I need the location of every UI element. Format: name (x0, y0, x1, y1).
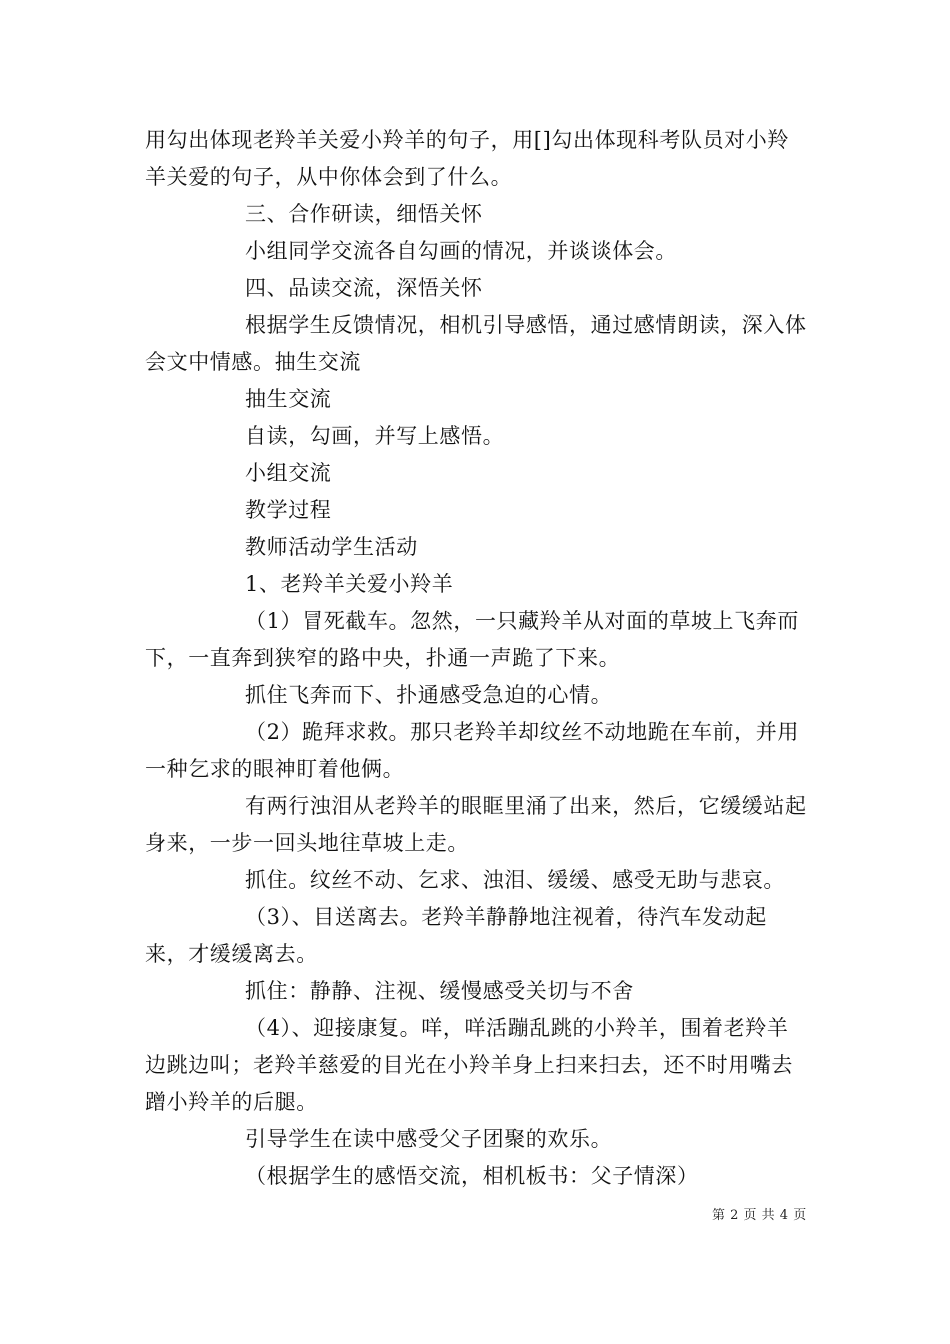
paragraph: （3）、目送离去。老羚羊静静地注视着，待汽车发动起来，才缓缓离去。 (145, 905, 767, 966)
paragraph: 抽生交流 (245, 387, 332, 411)
paragraph: 用勾出体现老羚羊关爱小羚羊的句子，用[]勾出体现科考队员对小羚羊关爱的句子，从中你体会到了什么。 (145, 128, 789, 189)
paragraph: （2）跪拜求救。那只老羚羊却纹丝不动地跪在车前，并用一种乞求的眼神盯着他俩。 (145, 720, 799, 781)
paragraph: （1）冒死截车。忽然，一只藏羚羊从对面的草坡上飞奔而下，一直奔到狭窄的路中央，扑通一声跪了下来。 (145, 609, 799, 670)
paragraph: 有两行浊泪从老羚羊的眼眶里涌了出来，然后，它缓缓站起身来，一步一回头地往草坡上走。 (145, 794, 807, 855)
heading-section-4: 四、品读交流，深悟关怀 (245, 276, 483, 300)
heading-section-3: 三、合作研读，细悟关怀 (245, 202, 483, 226)
paragraph: 1、老羚羊关爱小羚羊 (245, 572, 454, 596)
paragraph: 小组交流 (245, 461, 332, 485)
paragraph: 自读，勾画，并写上感悟。 (245, 424, 505, 448)
paragraph: （4）、迎接康复。咩，咩活蹦乱跳的小羚羊，围着老羚羊边跳边叫；老羚羊慈爱的目光在小羚羊身上扫来扫去，还不时用嘴去蹭小羚羊的后腿。 (145, 1016, 793, 1114)
paragraph: 抓住：静静、注视、缓慢感受关切与不舍 (245, 979, 634, 1003)
paragraph: 教学过程 (245, 498, 332, 522)
paragraph: 教师活动学生活动 (245, 535, 418, 559)
paragraph: 引导学生在读中感受父子团聚的欢乐。 (245, 1127, 613, 1151)
paragraph: 根据学生反馈情况，相机引导感悟，通过感情朗读，深入体会文中情感。抽生交流 (145, 313, 807, 374)
page-number-footer: 第 2 页 共 4 页 (712, 1208, 807, 1223)
paragraph: 小组同学交流各自勾画的情况，并谈谈体会。 (245, 239, 677, 263)
paragraph: 抓住飞奔而下、扑通感受急迫的心情。 (245, 683, 613, 707)
paragraph: 抓住。纹丝不动、乞求、浊泪、缓缓、感受无助与悲哀。 (245, 868, 785, 892)
paragraph: （根据学生的感悟交流，相机板书：父子情深） (245, 1164, 699, 1188)
document-body (145, 122, 807, 1195)
